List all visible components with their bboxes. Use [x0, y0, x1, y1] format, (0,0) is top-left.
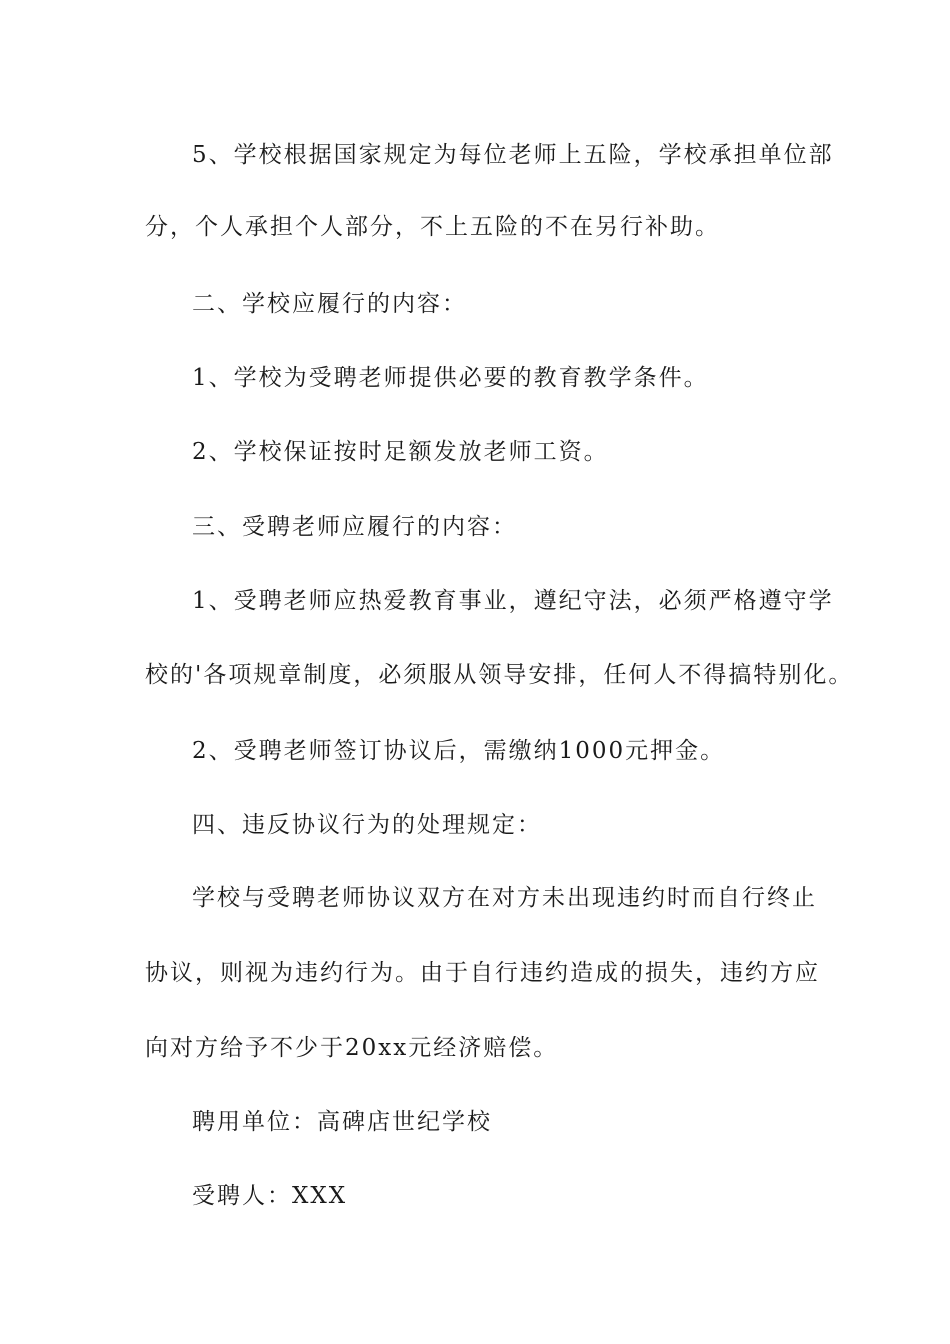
employer-signature-line: 聘用单位：高碑店世纪学校: [192, 1109, 492, 1135]
breach-paragraph-line-1: 学校与受聘老师协议双方在对方未出现违约时而自行终止: [192, 885, 817, 911]
paragraph-insurance-line-2: 分，个人承担个人部分，不上五险的不在另行补助。: [145, 214, 720, 240]
employee-signature-line: 受聘人：XXX: [192, 1183, 348, 1209]
teacher-duty-item-2: 2、受聘老师签订协议后，需缴纳1000元押金。: [192, 738, 726, 764]
breach-paragraph-line-2: 协议，则视为违约行为。由于自行违约造成的损失，违约方应: [145, 960, 820, 986]
section-heading-teacher-duties: 三、受聘老师应履行的内容：: [192, 514, 517, 540]
paragraph-insurance-line-1: 5、学校根据国家规定为每位老师上五险，学校承担单位部: [192, 142, 834, 168]
teacher-duty-item-1-line-1: 1、受聘老师应热爱教育事业，遵纪守法，必须严格遵守学: [192, 588, 834, 614]
school-duty-item-1: 1、学校为受聘老师提供必要的教育教学条件。: [192, 365, 709, 391]
school-duty-item-2: 2、学校保证按时足额发放老师工资。: [192, 439, 609, 465]
section-heading-school-duties: 二、学校应履行的内容：: [192, 291, 467, 317]
breach-paragraph-line-3: 向对方给予不少于20xx元经济赔偿。: [145, 1035, 559, 1061]
section-heading-breach-rules: 四、违反协议行为的处理规定：: [192, 812, 542, 838]
teacher-duty-item-1-line-2: 校的'各项规章制度，必须服从领导安排，任何人不得搞特别化。: [145, 662, 854, 688]
